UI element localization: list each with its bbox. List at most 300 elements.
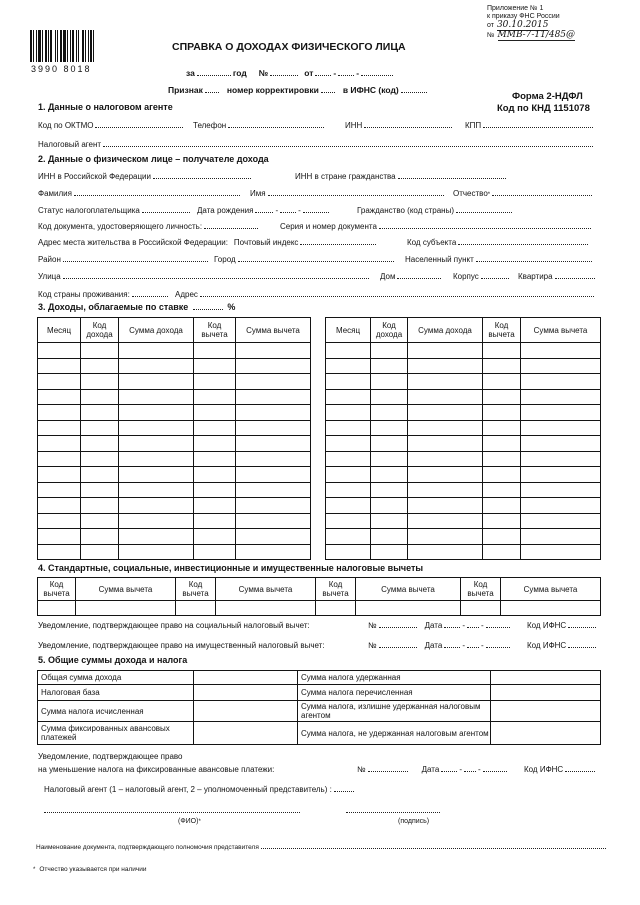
table-row xyxy=(38,513,311,529)
postcode-field xyxy=(300,238,376,245)
district-row xyxy=(38,255,210,265)
table-header-row xyxy=(38,578,601,601)
barcode-bar xyxy=(50,30,52,62)
correction-field xyxy=(321,86,335,93)
barcode-bar xyxy=(93,30,94,62)
advance-ifns xyxy=(524,765,597,775)
birth-date-row xyxy=(197,206,331,216)
date-from-label: от xyxy=(304,68,314,78)
table-row xyxy=(326,358,601,374)
country-code-field xyxy=(132,290,168,297)
table-cell xyxy=(81,529,119,545)
table-cell xyxy=(483,358,521,374)
date-month-field xyxy=(280,206,296,213)
table-cell xyxy=(521,467,601,483)
income-table-left xyxy=(37,317,311,560)
notice-date-label: Дата xyxy=(424,641,443,650)
date-month-field xyxy=(338,69,354,76)
notice-ifns-label: Код ИФНС xyxy=(527,641,567,650)
table-row xyxy=(326,513,601,529)
table-cell xyxy=(81,544,119,560)
agent-type-label: Налоговый агент (1 – налоговый агент, 2 – уполномоченный представитель) : xyxy=(44,785,332,794)
rep-document-row xyxy=(36,843,608,852)
kpp-row xyxy=(465,121,595,131)
table-row xyxy=(326,498,601,514)
col-deduction-code: Код вычета xyxy=(38,578,76,601)
table-cell xyxy=(194,436,236,452)
barcode-bar xyxy=(48,30,49,62)
table-cell xyxy=(81,451,119,467)
knd-code: Код по КНД 1151078 xyxy=(497,103,590,114)
phone-row xyxy=(193,121,326,131)
table-cell xyxy=(483,405,521,421)
date-separator: - xyxy=(477,765,481,774)
col-deduction-code: Код вычета xyxy=(483,318,521,343)
table-cell xyxy=(408,389,483,405)
col-income-sum: Сумма дохода xyxy=(408,318,483,343)
ifns-field xyxy=(401,86,427,93)
fio-asterisk: * xyxy=(198,819,201,825)
country-code-row xyxy=(38,290,170,300)
table-cell xyxy=(371,467,408,483)
barcode-number: 3990 8018 xyxy=(31,64,92,74)
table-cell xyxy=(326,513,371,529)
table-row xyxy=(326,544,601,560)
barcode-bar xyxy=(30,30,32,62)
house-field xyxy=(397,272,441,279)
barcode-bar xyxy=(67,30,68,62)
table-cell xyxy=(81,436,119,452)
total-income-label: Общая сумма дохода xyxy=(38,671,194,685)
inn-foreign-label: ИНН в стране гражданства xyxy=(295,172,396,181)
agent-name-label: Налоговый агент xyxy=(38,140,102,149)
table-cell xyxy=(408,451,483,467)
district-field xyxy=(63,255,208,262)
country-code-label: Код страны проживания: xyxy=(38,290,130,299)
table-cell xyxy=(371,374,408,390)
table-cell xyxy=(356,601,461,616)
table-cell xyxy=(194,467,236,483)
date-separator: - xyxy=(462,621,465,630)
notice-date-label: Дата xyxy=(424,621,443,630)
number-field xyxy=(270,69,298,76)
surname-row xyxy=(38,189,242,199)
table-cell xyxy=(408,544,483,560)
table-cell xyxy=(483,451,521,467)
flat-label: Квартира xyxy=(518,272,553,281)
table-cell xyxy=(38,420,81,436)
date-separator: - xyxy=(480,641,484,650)
table-cell xyxy=(521,343,601,359)
barcode-bar xyxy=(76,30,77,62)
table-cell xyxy=(236,529,311,545)
table-cell xyxy=(119,343,194,359)
table-cell xyxy=(483,513,521,529)
table-cell xyxy=(38,343,81,359)
table-cell xyxy=(81,498,119,514)
table-row xyxy=(38,374,311,390)
inn-foreign-row xyxy=(295,172,508,182)
fio-label: (ФИО) xyxy=(178,818,199,825)
table-cell xyxy=(194,451,236,467)
table-row xyxy=(326,389,601,405)
table-cell xyxy=(483,482,521,498)
agent-name-row xyxy=(38,140,595,150)
tax-transferred-label: Сумма налога перечисленная xyxy=(298,685,491,701)
table-cell xyxy=(81,420,119,436)
agent-inn-row xyxy=(345,121,454,131)
table-cell xyxy=(38,374,81,390)
table-row xyxy=(38,544,311,560)
table-cell xyxy=(38,389,81,405)
table-header-row xyxy=(38,318,311,343)
locality-label: Населенный пункт xyxy=(405,255,474,264)
col-deduction-code: Код вычета xyxy=(461,578,501,601)
col-deduction-sum: Сумма вычета xyxy=(501,578,601,601)
house-label: Дом xyxy=(380,272,396,281)
table-cell xyxy=(236,482,311,498)
table-cell xyxy=(521,389,601,405)
patronymic-asterisk: * xyxy=(487,192,491,198)
table-cell xyxy=(408,498,483,514)
advance-notice-line2: на уменьшение налога на фиксированные авансовые платежи: xyxy=(38,765,275,774)
year-field xyxy=(197,69,231,76)
total-income-value xyxy=(194,671,298,685)
table-cell xyxy=(371,405,408,421)
citizenship-row xyxy=(357,206,514,216)
table-row xyxy=(326,420,601,436)
patronymic-label: Отчество xyxy=(453,189,488,198)
table-cell xyxy=(81,467,119,483)
col-deduction-sum: Сумма вычета xyxy=(236,318,311,343)
table-cell xyxy=(119,451,194,467)
section1-title: 1. Данные о налоговом агенте xyxy=(38,102,173,112)
table-cell xyxy=(38,358,81,374)
date-year-field xyxy=(361,69,393,76)
foreign-address-row xyxy=(175,290,596,300)
table-cell xyxy=(119,467,194,483)
date-month-field xyxy=(467,621,479,628)
table-row xyxy=(326,482,601,498)
name-row xyxy=(250,189,446,199)
postcode-label: Почтовый индекс xyxy=(233,238,299,247)
table-row xyxy=(38,343,311,359)
col-income-code: Код дохода xyxy=(81,318,119,343)
name-label: Имя xyxy=(250,189,266,198)
notice-number-field xyxy=(379,621,417,628)
foreign-address-field xyxy=(200,290,594,297)
table-cell xyxy=(483,467,521,483)
table-cell xyxy=(236,420,311,436)
table-row xyxy=(38,601,601,616)
order-number-label: № xyxy=(487,32,495,39)
barcode-bar xyxy=(33,30,34,62)
col-month: Месяц xyxy=(38,318,81,343)
table-cell xyxy=(194,544,236,560)
table-cell xyxy=(326,482,371,498)
inn-rf-label: ИНН в Российской Федерации xyxy=(38,172,151,181)
date-month-field xyxy=(464,765,476,772)
section3-title-row xyxy=(38,302,235,313)
table-cell xyxy=(194,529,236,545)
sign-label: Признак xyxy=(168,85,203,95)
table-cell xyxy=(119,374,194,390)
district-label: Район xyxy=(38,255,61,264)
tax-overwithheld-label: Сумма налога, излишне удержанная налоговым агентом xyxy=(298,701,491,722)
table-row xyxy=(38,389,311,405)
doc-number-row xyxy=(280,222,593,232)
sign-field xyxy=(205,86,219,93)
table-cell xyxy=(483,343,521,359)
advance-notice-line1: Уведомление, подтверждающее право xyxy=(38,752,183,761)
table-cell xyxy=(371,529,408,545)
table-cell xyxy=(408,343,483,359)
table-cell xyxy=(461,601,501,616)
table-row xyxy=(326,529,601,545)
table-cell xyxy=(408,529,483,545)
rep-document-label: Наименование документа, подтверждающего полномочия представителя xyxy=(36,844,259,851)
table-cell xyxy=(38,544,81,560)
table-row xyxy=(38,451,311,467)
oktmo-row xyxy=(38,121,185,131)
table-cell xyxy=(326,467,371,483)
notice-property-label: Уведомление, подтверждающее право на имущественный налоговый вычет: xyxy=(38,641,325,650)
flat-row xyxy=(518,272,597,282)
foreign-address-label: Адрес xyxy=(175,290,198,299)
tax-calculated-label: Сумма налога исчисленная xyxy=(38,701,194,722)
table-cell xyxy=(38,482,81,498)
date-day-field xyxy=(315,69,331,76)
table-cell xyxy=(38,529,81,545)
form-name: Форма 2-НДФЛ xyxy=(512,91,583,102)
agent-type-field xyxy=(334,785,354,792)
col-month: Месяц xyxy=(326,318,371,343)
table-cell xyxy=(38,498,81,514)
fio-line xyxy=(44,812,300,813)
table-cell xyxy=(236,405,311,421)
barcode xyxy=(30,30,102,62)
table-cell xyxy=(521,513,601,529)
col-deduction-code: Код вычета xyxy=(194,318,236,343)
table-row xyxy=(326,374,601,390)
table-cell xyxy=(119,436,194,452)
section5-title: 5. Общие суммы дохода и налога xyxy=(38,655,188,665)
fixed-advance-label: Сумма фиксированных авансовых платежей xyxy=(38,722,194,745)
table-row xyxy=(38,420,311,436)
table-row xyxy=(38,529,311,545)
table-row xyxy=(326,467,601,483)
table-cell xyxy=(408,436,483,452)
table-cell xyxy=(521,544,601,560)
barcode-bar xyxy=(78,30,79,62)
advance-number-label: № xyxy=(357,765,366,774)
table-cell xyxy=(326,498,371,514)
table-cell xyxy=(194,389,236,405)
doc-code-field xyxy=(204,222,258,229)
tax-withheld-value xyxy=(491,671,601,685)
date-separator: - xyxy=(333,68,337,78)
table-cell xyxy=(408,405,483,421)
table-cell xyxy=(81,482,119,498)
table-row xyxy=(38,467,311,483)
table-row xyxy=(38,722,601,745)
date-day-field xyxy=(255,206,273,213)
notice-number-field xyxy=(379,641,417,648)
table-row xyxy=(38,405,311,421)
table-cell xyxy=(316,601,356,616)
table-cell xyxy=(194,343,236,359)
percent-sign: % xyxy=(227,302,236,312)
inn-foreign-field xyxy=(398,172,506,179)
table-cell xyxy=(326,389,371,405)
table-cell xyxy=(326,544,371,560)
table-row xyxy=(38,482,311,498)
barcode-bar xyxy=(63,30,66,62)
table-cell xyxy=(236,513,311,529)
table-cell xyxy=(119,498,194,514)
rate-field xyxy=(193,302,223,310)
date-separator: - xyxy=(356,68,360,78)
table-cell xyxy=(194,498,236,514)
advance-ifns-field xyxy=(565,765,595,772)
table-cell xyxy=(81,405,119,421)
table-cell xyxy=(408,374,483,390)
table-cell xyxy=(408,482,483,498)
table-cell xyxy=(483,436,521,452)
table-cell xyxy=(521,529,601,545)
street-row xyxy=(38,272,371,282)
table-cell xyxy=(483,498,521,514)
col-deduction-sum: Сумма вычета xyxy=(76,578,176,601)
table-cell xyxy=(408,467,483,483)
table-cell xyxy=(326,529,371,545)
number-label: № xyxy=(258,68,269,78)
income-table-right xyxy=(325,317,601,560)
table-cell xyxy=(326,451,371,467)
tax-base-value xyxy=(194,685,298,701)
agent-inn-label: ИНН xyxy=(345,121,363,130)
agent-name-field xyxy=(103,140,593,147)
date-year-field xyxy=(483,765,507,772)
table-cell xyxy=(521,420,601,436)
address-rf-row xyxy=(38,238,378,248)
ifns-label: в ИФНС (код) xyxy=(342,85,399,95)
fio-caption xyxy=(178,818,201,826)
table-cell xyxy=(81,343,119,359)
table-cell xyxy=(119,358,194,374)
table-cell xyxy=(371,436,408,452)
notice-social-ifns xyxy=(527,621,598,631)
table-cell xyxy=(119,482,194,498)
footnote-asterisk: * xyxy=(33,867,36,873)
table-cell xyxy=(521,451,601,467)
table-cell xyxy=(521,498,601,514)
tax-not-withheld-value xyxy=(491,722,601,745)
table-cell xyxy=(38,467,81,483)
barcode-bar xyxy=(57,30,58,62)
doc-number-field xyxy=(379,222,591,229)
tax-base-label: Налоговая база xyxy=(38,685,194,701)
correction-label: номер корректировки xyxy=(226,85,319,95)
table-cell xyxy=(408,358,483,374)
col-income-code: Код дохода xyxy=(371,318,408,343)
notice-number-label: № xyxy=(368,621,377,630)
table-row xyxy=(38,685,601,701)
street-label: Улица xyxy=(38,272,61,281)
agent-inn-field xyxy=(364,121,452,128)
table-cell xyxy=(38,513,81,529)
table-cell xyxy=(521,358,601,374)
barcode-bar xyxy=(82,30,84,62)
surname-field xyxy=(74,189,240,196)
table-cell xyxy=(81,374,119,390)
section2-title: 2. Данные о физическом лице – получателе дохода xyxy=(38,154,269,164)
citizenship-field xyxy=(456,206,512,213)
table-cell xyxy=(521,374,601,390)
city-label: Город xyxy=(214,255,236,264)
table-cell xyxy=(119,405,194,421)
table-row xyxy=(38,671,601,685)
doc-number-label: Серия и номер документа xyxy=(280,222,377,231)
region-code-field xyxy=(458,238,588,245)
table-cell xyxy=(194,482,236,498)
table-cell xyxy=(236,436,311,452)
birth-date-label: Дата рождения xyxy=(197,206,254,215)
table-cell xyxy=(194,358,236,374)
table-cell xyxy=(371,544,408,560)
tax-withheld-label: Сумма налога удержанная xyxy=(298,671,491,685)
table-row xyxy=(38,701,601,722)
col-deduction-sum: Сумма вычета xyxy=(521,318,601,343)
patronymic-field xyxy=(492,189,592,196)
table-cell xyxy=(81,389,119,405)
building-label: Корпус xyxy=(453,272,479,281)
street-field xyxy=(63,272,369,279)
notice-ifns-field xyxy=(568,641,596,648)
city-field xyxy=(238,255,394,262)
citizenship-label: Гражданство (код страны) xyxy=(357,206,454,215)
tax-transferred-value xyxy=(491,685,601,701)
table-cell xyxy=(501,601,601,616)
inn-rf-field xyxy=(153,172,251,179)
date-day-field xyxy=(441,765,457,772)
notice-property-ifns xyxy=(527,641,598,651)
barcode-bar xyxy=(55,30,56,62)
order-number-handwritten: ММВ-7-11/485@ xyxy=(497,30,576,40)
table-cell xyxy=(371,498,408,514)
rep-document-field xyxy=(261,843,606,849)
status-row xyxy=(38,206,192,216)
locality-field xyxy=(476,255,592,262)
kpp-label: КПП xyxy=(465,121,482,130)
table-cell xyxy=(521,436,601,452)
col-deduction-sum: Сумма вычета xyxy=(216,578,316,601)
table-cell xyxy=(521,405,601,421)
house-row xyxy=(380,272,443,282)
doc-code-row xyxy=(38,222,260,232)
table-cell xyxy=(371,513,408,529)
table-cell xyxy=(236,358,311,374)
barcode-bar xyxy=(72,30,74,62)
table-cell xyxy=(38,601,76,616)
deductions-table xyxy=(37,577,601,616)
signature-caption: (подпись) xyxy=(398,818,430,825)
table-cell xyxy=(371,482,408,498)
table-cell xyxy=(38,405,81,421)
notice-social-fields xyxy=(368,621,512,631)
order-date-label: от xyxy=(487,22,494,29)
tax-calculated-value xyxy=(194,701,298,722)
